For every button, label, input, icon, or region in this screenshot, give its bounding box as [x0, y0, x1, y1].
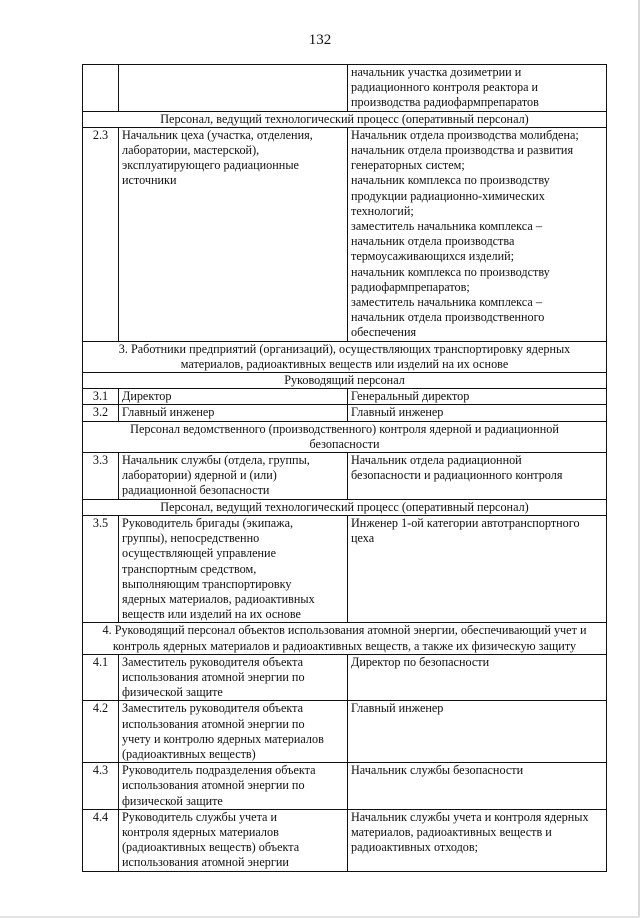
equivalent-position-cell-line: Начальник службы учета и контроля ядерных — [351, 809, 589, 824]
equivalent-position-cell-line: начальник участка дозиметрии и — [351, 65, 522, 79]
section-header-line: Персонал, ведущий технологический процесс (оперативный персонал) — [160, 111, 529, 126]
position-cell-line: выполняющим транспортировку — [122, 576, 292, 591]
personnel-table — [82, 64, 607, 872]
equivalent-position-cell-line: термоусаживающихся изделий; — [351, 249, 515, 264]
item-number: 2.3 — [83, 127, 119, 341]
equivalent-position-cell — [348, 515, 607, 622]
position-cell-line: радиационной безопасности — [122, 483, 270, 498]
table-row — [83, 453, 607, 500]
position-cell-line: осуществляющей управление — [122, 546, 276, 561]
equivalent-position-cell-line: генераторных систем; — [351, 158, 465, 173]
position-cell-line: лаборатории, мастерской), — [122, 143, 260, 158]
item-number: 4.2 — [83, 701, 119, 763]
table-row — [83, 763, 607, 810]
position-cell-line: Руководитель подразделения объекта — [122, 763, 316, 778]
equivalent-position-cell-line: Генеральный директор — [351, 389, 470, 404]
equivalent-position-cell — [348, 405, 607, 421]
section-header — [83, 111, 607, 127]
position-cell — [119, 809, 348, 871]
position-cell-line: Начальник цеха (участка, отделения, — [122, 127, 313, 142]
page-number: 132 — [308, 32, 332, 48]
equivalent-position-cell-line: радиофармпрепаратов; — [351, 279, 470, 294]
table-row — [83, 127, 607, 341]
position-cell-line: ядерных материалов, радиоактивных — [122, 591, 315, 606]
position-cell-line: Руководитель службы учета и — [122, 809, 278, 824]
position-cell-line: лаборатории) ядерной и (или) — [122, 468, 277, 483]
equivalent-position-cell-line: производства радиофармпрепаратов — [351, 95, 539, 110]
position-cell-line: Главный инженер — [122, 405, 215, 420]
equivalent-position-cell — [348, 389, 607, 405]
position-cell — [119, 405, 348, 421]
table-row — [83, 654, 607, 701]
item-number: 4.1 — [83, 654, 119, 701]
position-cell-line: Заместитель руководителя объекта — [122, 654, 303, 669]
position-cell-line: использования атомной энергии — [122, 855, 289, 870]
position-cell-line: учету и контролю ядерных материалов — [122, 731, 324, 746]
equivalent-position-cell — [348, 654, 607, 701]
section-header-line: 3. Работники предприятий (организаций), осуществляющих транспортировку ядерных — [118, 341, 571, 356]
section-header-row — [83, 499, 607, 515]
equivalent-position-cell-line: продукции радиационно-химических — [351, 188, 545, 203]
equivalent-position-cell-line: Директор по безопасности — [351, 654, 490, 669]
section-header — [83, 373, 607, 389]
position-cell-line: (радиоактивных веществ) — [122, 746, 256, 761]
position-cell-line: Заместитель руководителя объекта — [122, 701, 303, 716]
equivalent-position-cell-line: обеспечения — [351, 325, 417, 340]
equivalent-position-cell-line: Начальник отдела производства молибдена; — [351, 127, 579, 142]
item-number — [83, 65, 119, 112]
equivalent-position-cell-line: начальник отдела производства — [351, 234, 515, 249]
item-number: 3.3 — [83, 453, 119, 500]
equivalent-position-cell — [348, 65, 607, 112]
equivalent-position-cell-line: Инженер 1-ой категории автотранспортного — [351, 515, 580, 530]
equivalent-position-cell-line: радиоактивных отходов; — [351, 840, 479, 855]
table-row — [83, 809, 607, 871]
item-number: 3.1 — [83, 389, 119, 405]
position-cell — [119, 701, 348, 763]
section-header — [83, 623, 607, 654]
position-cell-line: использования атомной энергии по — [122, 778, 305, 793]
equivalent-position-cell-line: начальник комплекса по производству — [351, 264, 550, 279]
position-cell-line: Директор — [122, 389, 172, 404]
equivalent-position-cell-line: заместитель начальника комплекса – — [351, 295, 542, 310]
section-header-row — [83, 111, 607, 127]
item-number: 4.3 — [83, 763, 119, 810]
position-cell-line: группы), непосредственно — [122, 531, 260, 546]
table-row — [83, 389, 607, 405]
position-cell-line: использования атомной энергии по — [122, 716, 305, 731]
table-row — [83, 701, 607, 763]
position-cell — [119, 453, 348, 500]
equivalent-position-cell — [348, 127, 607, 341]
position-cell-line: (радиоактивных веществ) объекта — [122, 840, 300, 855]
equivalent-position-cell-line: Начальник службы безопасности — [351, 763, 524, 778]
item-number: 3.2 — [83, 405, 119, 421]
equivalent-position-cell-line: заместитель начальника комплекса – — [351, 219, 542, 234]
position-cell — [119, 65, 348, 112]
table-row — [83, 515, 607, 622]
section-header — [83, 499, 607, 515]
table-row — [83, 405, 607, 421]
equivalent-position-cell — [348, 809, 607, 871]
position-cell — [119, 763, 348, 810]
section-header-line: Руководящий персонал — [284, 373, 405, 388]
position-cell — [119, 654, 348, 701]
position-cell-line: эксплуатирующего радиационные — [122, 158, 299, 173]
position-cell — [119, 515, 348, 622]
section-header-row — [83, 373, 607, 389]
section-header-row — [83, 421, 607, 452]
equivalent-position-cell-line: начальник отдела производства и развития — [351, 143, 574, 158]
position-cell — [119, 127, 348, 341]
position-cell-line: веществ или изделий на их основе — [122, 607, 301, 622]
position-cell-line: физической защите — [122, 685, 223, 700]
equivalent-position-cell — [348, 701, 607, 763]
item-number: 3.5 — [83, 515, 119, 622]
equivalent-position-cell-line: Начальник отдела радиационной — [351, 453, 522, 468]
equivalent-position-cell-line: цеха — [351, 531, 375, 546]
position-cell-line: Руководитель бригады (экипажа, — [122, 515, 294, 530]
position-cell-line: Начальник службы (отдела, группы, — [122, 453, 310, 468]
table-body — [83, 65, 607, 872]
section-header-row — [83, 623, 607, 654]
table-row — [83, 65, 607, 112]
item-number: 4.4 — [83, 809, 119, 871]
position-cell-line: использования атомной энергии по — [122, 669, 305, 684]
section-header-line: безопасности — [309, 436, 380, 451]
section-header — [83, 341, 607, 372]
section-header-line: 4. Руководящий персонал объектов использования атомной энергии, обеспечивающий учет и — [102, 623, 587, 638]
equivalent-position-cell — [348, 763, 607, 810]
equivalent-position-cell-line: начальник отдела производственного — [351, 310, 545, 325]
section-header-line: контроль ядерных материалов и радиоактивных веществ, а также их физическую защиту — [112, 638, 577, 653]
section-header-line: Персонал, ведущий технологический процесс (оперативный персонал) — [160, 499, 529, 514]
position-cell-line: транспортным средством, — [122, 561, 257, 576]
position-cell — [119, 389, 348, 405]
equivalent-position-cell-line: Главный инженер — [351, 701, 444, 716]
equivalent-position-cell-line: Главный инженер — [351, 405, 444, 420]
equivalent-position-cell — [348, 453, 607, 500]
equivalent-position-cell-line: начальник комплекса по производству — [351, 173, 550, 188]
position-cell-line: источники — [122, 173, 177, 188]
section-header-line: Персонал ведомственного (производственного) контроля ядерной и радиационной — [130, 421, 559, 436]
position-cell-line: контроля ядерных материалов — [122, 824, 279, 839]
equivalent-position-cell-line: технологий; — [351, 203, 414, 218]
equivalent-position-cell-line: материалов, радиоактивных веществ и — [351, 824, 552, 839]
equivalent-position-cell-line: радиационного контроля реактора и — [351, 80, 539, 95]
position-cell-line: физической защите — [122, 793, 223, 808]
section-header — [83, 421, 607, 452]
section-header-row — [83, 341, 607, 372]
equivalent-position-cell-line: безопасности и радиационного контроля — [351, 468, 563, 483]
section-header-line: материалов, радиоактивных веществ или изделий на их основе — [180, 356, 509, 371]
